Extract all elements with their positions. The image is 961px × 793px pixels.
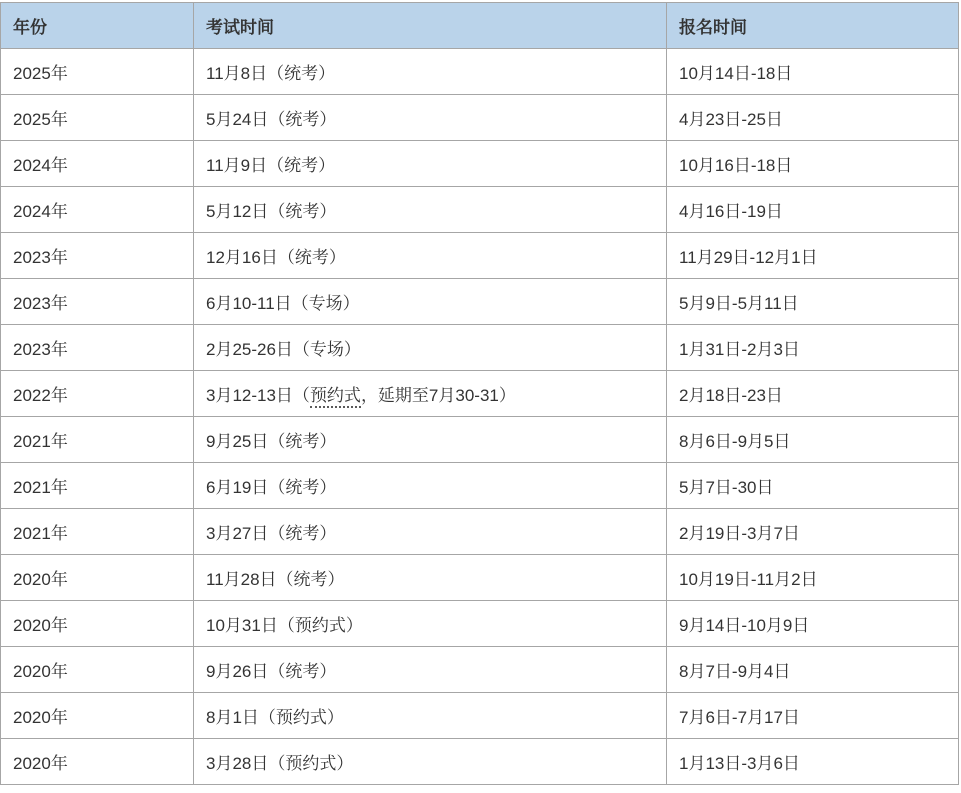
table-row <box>1 95 959 141</box>
column-header-registration-time: 报名时间 <box>667 3 959 49</box>
exam-time-cell: 9月25日（统考） <box>194 417 667 463</box>
year-cell: 2023年 <box>1 233 194 279</box>
signup-time-cell: 9月14日-10月9日 <box>667 601 959 647</box>
table-row <box>1 325 959 371</box>
exam-time-cell: 3月28日（预约式） <box>194 739 667 785</box>
year-cell: 2022年 <box>1 371 194 417</box>
table-body <box>1 49 959 785</box>
signup-time-cell: 11月29日-12月1日 <box>667 233 959 279</box>
header-row <box>1 3 959 49</box>
exam-time-cell: 9月26日（统考） <box>194 647 667 693</box>
table-row <box>1 233 959 279</box>
table-row <box>1 187 959 233</box>
year-cell: 2024年 <box>1 141 194 187</box>
exam-time-cell: 12月16日（统考） <box>194 233 667 279</box>
year-cell: 2021年 <box>1 463 194 509</box>
signup-time-cell: 2月19日-3月7日 <box>667 509 959 555</box>
table-row <box>1 739 959 785</box>
table-row <box>1 49 959 95</box>
year-cell: 2021年 <box>1 417 194 463</box>
year-cell: 2023年 <box>1 279 194 325</box>
year-cell: 2025年 <box>1 49 194 95</box>
table-header <box>1 3 959 49</box>
signup-time-cell: 7月6日-7月17日 <box>667 693 959 739</box>
signup-time-cell: 5月7日-30日 <box>667 463 959 509</box>
year-cell: 2024年 <box>1 187 194 233</box>
table-row <box>1 463 959 509</box>
year-cell: 2025年 <box>1 95 194 141</box>
signup-time-cell: 10月14日-18日 <box>667 49 959 95</box>
exam-time-cell: 5月12日（统考） <box>194 187 667 233</box>
table-row <box>1 555 959 601</box>
exam-time-cell: 3月27日（统考） <box>194 509 667 555</box>
exam-time-cell: 11月28日（统考） <box>194 555 667 601</box>
year-cell: 2021年 <box>1 509 194 555</box>
table-row <box>1 141 959 187</box>
signup-time-cell: 2月18日-23日 <box>667 371 959 417</box>
table-row <box>1 371 959 417</box>
exam-schedule-table <box>0 2 959 785</box>
exam-time-cell: 2月25-26日（专场） <box>194 325 667 371</box>
exam-time-cell: 8月1日（预约式） <box>194 693 667 739</box>
signup-time-cell: 8月6日-9月5日 <box>667 417 959 463</box>
year-cell: 2020年 <box>1 739 194 785</box>
exam-time-cell: 10月31日（预约式） <box>194 601 667 647</box>
signup-time-cell: 1月13日-3月6日 <box>667 739 959 785</box>
year-cell: 2020年 <box>1 693 194 739</box>
table-row <box>1 693 959 739</box>
column-header-year: 年份 <box>1 3 194 49</box>
signup-time-cell: 5月9日-5月11日 <box>667 279 959 325</box>
year-cell: 2020年 <box>1 555 194 601</box>
table-row <box>1 647 959 693</box>
signup-time-cell: 8月7日-9月4日 <box>667 647 959 693</box>
exam-time-cell: 6月10-11日（专场） <box>194 279 667 325</box>
year-cell: 2023年 <box>1 325 194 371</box>
dotted-underline-text: 预约式 <box>310 386 361 408</box>
exam-time-cell: 3月12-13日（预约式，延期至7月30-31） <box>194 371 667 417</box>
year-cell: 2020年 <box>1 647 194 693</box>
signup-time-cell: 4月16日-19日 <box>667 187 959 233</box>
table-row <box>1 279 959 325</box>
column-header-exam-time: 考试时间 <box>194 3 667 49</box>
signup-time-cell: 1月31日-2月3日 <box>667 325 959 371</box>
year-cell: 2020年 <box>1 601 194 647</box>
table-row <box>1 417 959 463</box>
exam-time-cell: 5月24日（统考） <box>194 95 667 141</box>
table-row <box>1 601 959 647</box>
exam-time-cell: 11月9日（统考） <box>194 141 667 187</box>
signup-time-cell: 10月16日-18日 <box>667 141 959 187</box>
exam-time-cell: 11月8日（统考） <box>194 49 667 95</box>
exam-time-cell: 6月19日（统考） <box>194 463 667 509</box>
signup-time-cell: 10月19日-11月2日 <box>667 555 959 601</box>
table-row <box>1 509 959 555</box>
signup-time-cell: 4月23日-25日 <box>667 95 959 141</box>
